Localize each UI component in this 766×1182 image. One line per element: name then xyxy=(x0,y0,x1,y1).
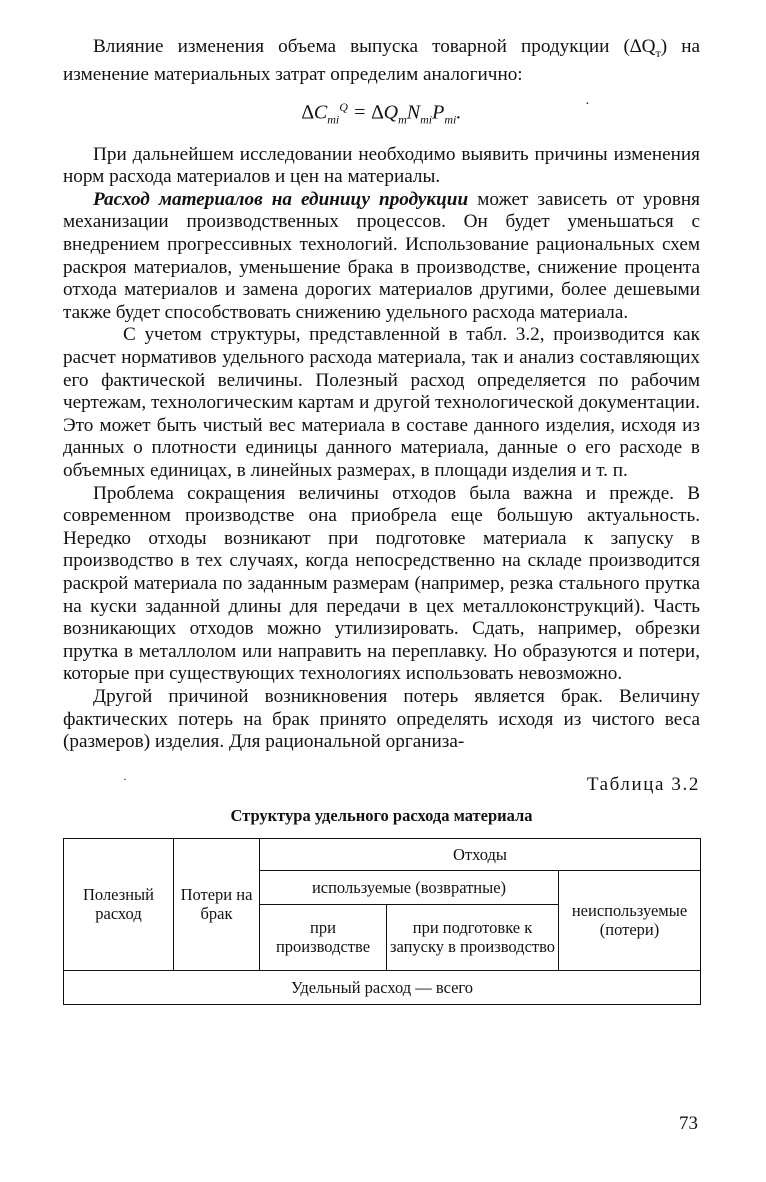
formula-sub: mi xyxy=(444,112,457,127)
header-waste: Отходы xyxy=(260,838,701,870)
table-title: Структура удельного расхода материала xyxy=(230,805,533,825)
paragraph-causes: При дальнейшем исследовании необходимо выявить причины изменения норм расхода материалов и цен на материалы. xyxy=(63,143,700,188)
stray-dot: · xyxy=(123,771,127,786)
formula-part: P xyxy=(432,101,445,124)
paragraph-volume-influence xyxy=(63,36,700,87)
header-preparation: при подготовке к запуску в производство xyxy=(387,904,559,970)
stray-dot: · xyxy=(585,97,590,113)
formula-sub: mi xyxy=(420,112,433,127)
formula-sub: m xyxy=(398,112,407,127)
emphasized-term: Расход материалов на единицу продукции xyxy=(93,188,469,210)
total-row: Удельный расход — всего xyxy=(64,970,701,1004)
paragraph-text: ) на изменение материальных затрат определим аналогично: xyxy=(63,36,700,86)
table-number xyxy=(63,771,700,796)
formula-part: N xyxy=(406,101,421,124)
paragraph-defects: Другой причиной возникновения потерь является брак. Величину фактических потерь на брак принято определять исходя из чистого веса (размеров) изделия. Для рациональной организа- xyxy=(63,685,700,753)
header-useful-consumption: Полезный расход xyxy=(64,838,174,970)
header-used-waste: используемые (возвратные) xyxy=(260,870,559,904)
header-unused-waste: неиспользуемые (потери) xyxy=(559,870,701,970)
paragraph-text: может зависеть от уровня механизации производственных процессов. Он будет уменьшаться с внедрением прогрессивных технологий. Использование рациональных схем раскроя материалов, уменьшение брака в производстве, снижение процента отхода материалов и замена дорогих материалов другими, более дешевыми также будет способствовать снижению удельного расхода материала. xyxy=(63,188,700,323)
paragraph-material-consumption xyxy=(63,189,700,325)
paragraph-structure: С учетом структуры, представленной в табл. 3.2, производится как расчет нормативов удельного расхода материала, так и анализ составляющих его фактической величины. Полезный расход определяется по рабочим чертежам, технологическим картам и другой технологической документации. Это может быть чистый вес материала в составе данного изделия, исходя из данных о плотности единицы данного материала, данные о его расходе в объемных единицах, в линейных размерах, в площади изделия и т. п. xyxy=(63,324,700,481)
formula-part: = ∆Q xyxy=(347,101,399,124)
paragraph-waste: Проблема сокращения величины отходов была важна и прежде. В современном производстве она приобрела еще большую актуальность. Нередко отходы возникают при подготовке материала к запуску в производство в тех случаях, когда непосредственно на складе производится раскрой материала по заданным размерам (например, резка стального прутка на куски заданной длины для передачи в цех металлоконструкций). Часть возникающих отходов можно утилизировать. Сдать, например, обрезки прутка в металлолом или направить на переплавку. Но образуются и потери, которые при существующих технологиях использовать невозможно. xyxy=(63,482,700,685)
header-defect-losses: Потери на брак xyxy=(174,838,260,970)
page-content xyxy=(63,36,700,1005)
formula-part: ∆C xyxy=(301,101,328,124)
formula-sup: Q xyxy=(339,100,348,115)
subscript: т xyxy=(655,45,661,60)
header-in-production: при производстве xyxy=(260,904,387,970)
formula xyxy=(63,95,700,132)
table-number-text: Таблица 3.2 xyxy=(586,773,700,795)
structure-table xyxy=(63,838,701,1005)
paragraph-text: Влияние изменения объема выпуска товарной продукции (∆Q xyxy=(93,36,656,57)
page-number: 73 xyxy=(679,1113,698,1134)
formula-part: . xyxy=(456,101,462,124)
formula-sub: mi xyxy=(327,112,340,127)
